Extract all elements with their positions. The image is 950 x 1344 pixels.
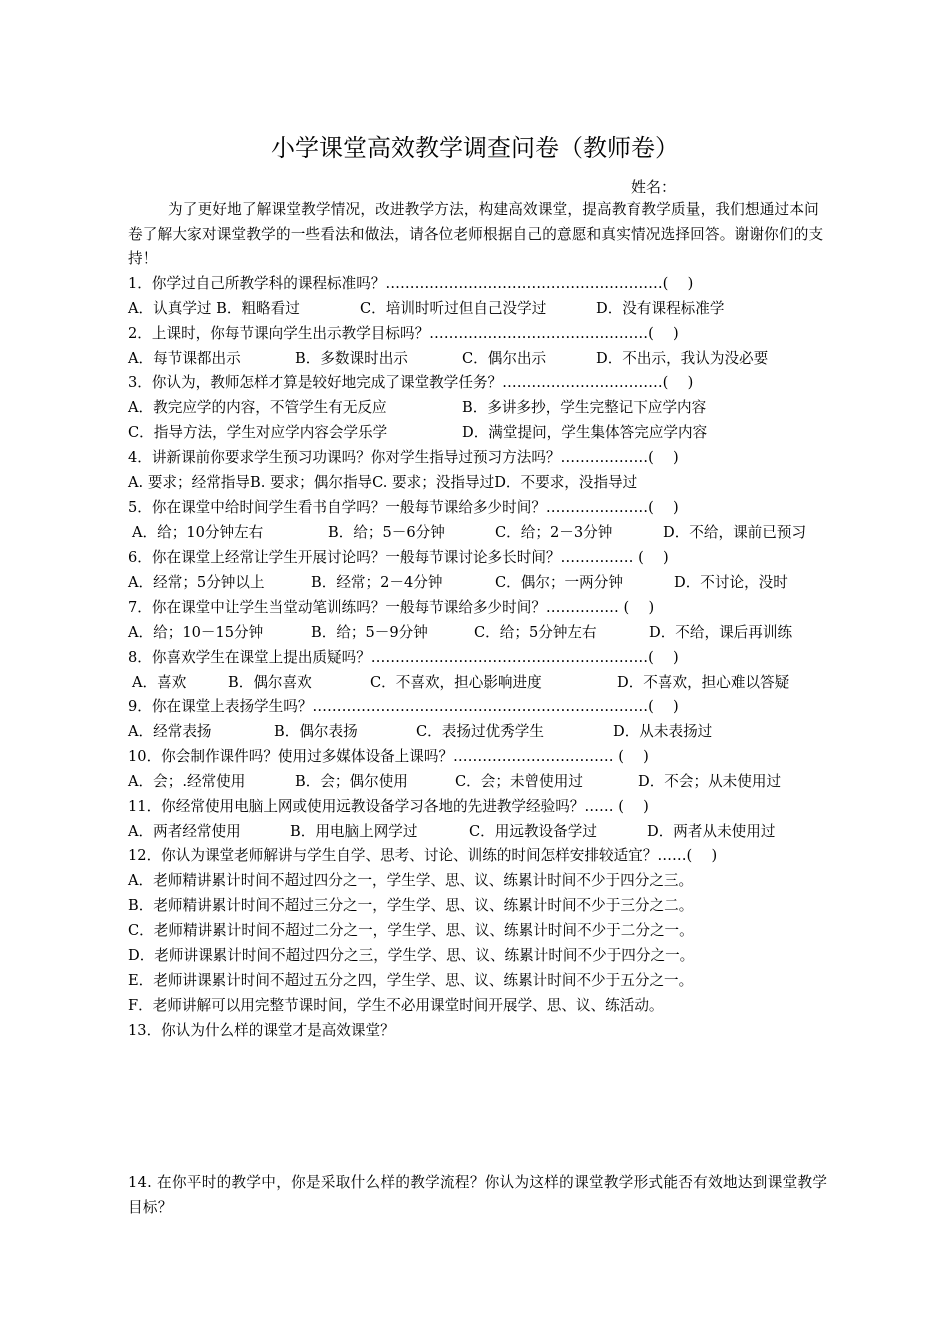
question-12: 12．你认为课堂老师解讲与学生自学、思考、讨论、训练的时间怎样安排较适宜？……( ) xyxy=(128,847,718,864)
q8-option-a: A．喜欢 xyxy=(132,674,187,691)
intro-paragraph: 为了更好地了解课堂教学情况，改进教学方法，构建高效课堂，提高教育教学质量，我们想通过本问卷了解大家对课堂教学的一些看法和做法，请各位老师根据自己的意愿和真实情况选择回答。谢谢你们的支持！ xyxy=(128,201,824,268)
question-5: 5．你在课堂中给时间学生看书自学吗？一般每节课给多少时间？…………………( ) xyxy=(128,499,679,516)
q5-option-d: D．不给，课前已预习 xyxy=(663,524,807,541)
q6-option-a: A．经常；5分钟以上 xyxy=(128,574,265,591)
q10-option-a: A．会；.经常使用 xyxy=(128,773,246,790)
q5-option-c: C．给；2－3分钟 xyxy=(495,524,613,541)
q10-option-b: B．会；偶尔使用 xyxy=(295,773,408,790)
q10-option-d: D．不会；从未使用过 xyxy=(638,773,782,790)
q7-option-d: D．不给，课后再训练 xyxy=(649,624,793,641)
page-title: 小学课堂高效教学调查问卷（教师卷） xyxy=(271,134,679,162)
name-field-label: 姓名： xyxy=(631,178,677,196)
q3-option-a: A．教完应学的内容，不管学生有无反应 xyxy=(128,399,387,416)
q12-option-e: E．老师讲课累计时间不超过五分之四，学生学、思、议、练累计时间不少于五分之一。 xyxy=(128,972,694,989)
question-9: 9．你在课堂上表扬学生吗？……………………………………………………………( ) xyxy=(128,698,679,715)
question-13: 13．你认为什么样的课堂才是高效课堂？ xyxy=(128,1022,395,1039)
q12-option-d: D．老师讲课累计时间不超过四分之三，学生学、思、议、练累计时间不少于四分之一。 xyxy=(128,947,695,964)
q2-option-d: D．不出示，我认为没必要 xyxy=(596,350,769,367)
q1-option-c: C．培训时听过但自己没学过 xyxy=(360,300,547,317)
q1-option-d: D．没有课程标准学 xyxy=(596,300,725,317)
q9-option-c: C．表扬过优秀学生 xyxy=(416,723,544,740)
q3-option-c: C．指导方法，学生对应学内容会学乐学 xyxy=(128,424,388,441)
q12-option-b: B．老师精讲累计时间不超过三分之一，学生学、思、议、练累计时间不少于三分之二。 xyxy=(128,897,694,914)
question-1: 1．你学过自己所教学科的课程标准吗？…………………………………………………( ) xyxy=(128,275,694,292)
q8-option-d: D．不喜欢，担心难以答疑 xyxy=(617,674,790,691)
q11-option-b: B．用电脑上网学过 xyxy=(290,823,418,840)
q7-option-c: C．给；5分钟左右 xyxy=(474,624,597,641)
q5-option-b: B．给；5－6分钟 xyxy=(328,524,445,541)
q8-option-c: C．不喜欢，担心影响进度 xyxy=(370,674,542,691)
question-14: 14. 在你平时的教学中，你是采取什么样的教学流程？你认为这样的课堂教学形式能否有效地达到课堂教学目标？ xyxy=(128,1174,828,1216)
q11-option-c: C．用远教设备学过 xyxy=(469,823,597,840)
q3-option-d: D．满堂提问，学生集体答完应学内容 xyxy=(462,424,708,441)
q7-option-b: B．给；5－9分钟 xyxy=(311,624,428,641)
q9-option-d: D．从未表扬过 xyxy=(613,723,713,740)
q2-option-a: A．每节课都出示 xyxy=(128,350,241,367)
q11-option-a: A．两者经常使用 xyxy=(128,823,241,840)
q2-option-c: C．偶尔出示 xyxy=(462,350,547,367)
q10-option-c: C．会；未曾使用过 xyxy=(455,773,583,790)
q9-option-a: A．经常表扬 xyxy=(128,723,212,740)
q2-option-b: B．多数课时出示 xyxy=(295,350,408,367)
question-4: 4．讲新课前你要求学生预习功课吗？你对学生指导过预习方法吗？………………( ) xyxy=(128,449,679,466)
question-4-options: A. 要求；经常指导B. 要求；偶尔指导C. 要求；没指导过D．不要求，没指导过 xyxy=(128,474,638,491)
q6-option-b: B．经常；2－4分钟 xyxy=(311,574,443,591)
q8-option-b: B．偶尔喜欢 xyxy=(228,674,312,691)
q12-option-c: C．老师精讲累计时间不超过二分之一，学生学、思、议、练累计时间不少于二分之一。 xyxy=(128,922,694,939)
q6-option-c: C．偶尔；一两分钟 xyxy=(495,574,623,591)
q12-option-f: F．老师讲解可以用完整节课时间，学生不必用课堂时间开展学、思、议、练活动。 xyxy=(128,997,664,1014)
question-10: 10．你会制作课件吗？使用过多媒体设备上课吗？…………………………… ( ) xyxy=(128,748,649,765)
question-11: 11．你经常使用电脑上网或使用远教设备学习各地的先进教学经验吗？…… ( ) xyxy=(128,798,649,815)
q9-option-b: B．偶尔表扬 xyxy=(274,723,358,740)
q12-option-a: A．老师精讲累计时间不超过四分之一，学生学、思、议、练累计时间不少于四分之三。 xyxy=(128,872,694,889)
q7-option-a: A．给；10－15分钟 xyxy=(128,624,264,641)
question-2: 2．上课时，你每节课向学生出示教学目标吗？………………………………………( ) xyxy=(128,325,679,342)
q6-option-d: D．不讨论，没时 xyxy=(674,574,788,591)
q3-option-b: B．多讲多抄，学生完整记下应学内容 xyxy=(462,399,707,416)
question-8: 8．你喜欢学生在课堂上提出质疑吗？…………………………………………………( ) xyxy=(128,649,679,666)
question-7: 7．你在课堂中让学生当堂动笔训练吗？一般每节课给多少时间？…………… ( ) xyxy=(128,599,655,616)
q11-option-d: D．两者从未使用过 xyxy=(647,823,776,840)
question-3: 3．你认为，教师怎样才算是较好地完成了课堂教学任务？……………………………( ) xyxy=(128,374,694,391)
q5-option-a: A．给；10分钟左右 xyxy=(132,524,264,541)
question-6: 6．你在课堂上经常让学生开展讨论吗？一般每节课讨论多长时间？…………… ( ) xyxy=(128,549,669,566)
q1-option-ab: A．认真学过 B．粗略看过 xyxy=(128,300,300,317)
